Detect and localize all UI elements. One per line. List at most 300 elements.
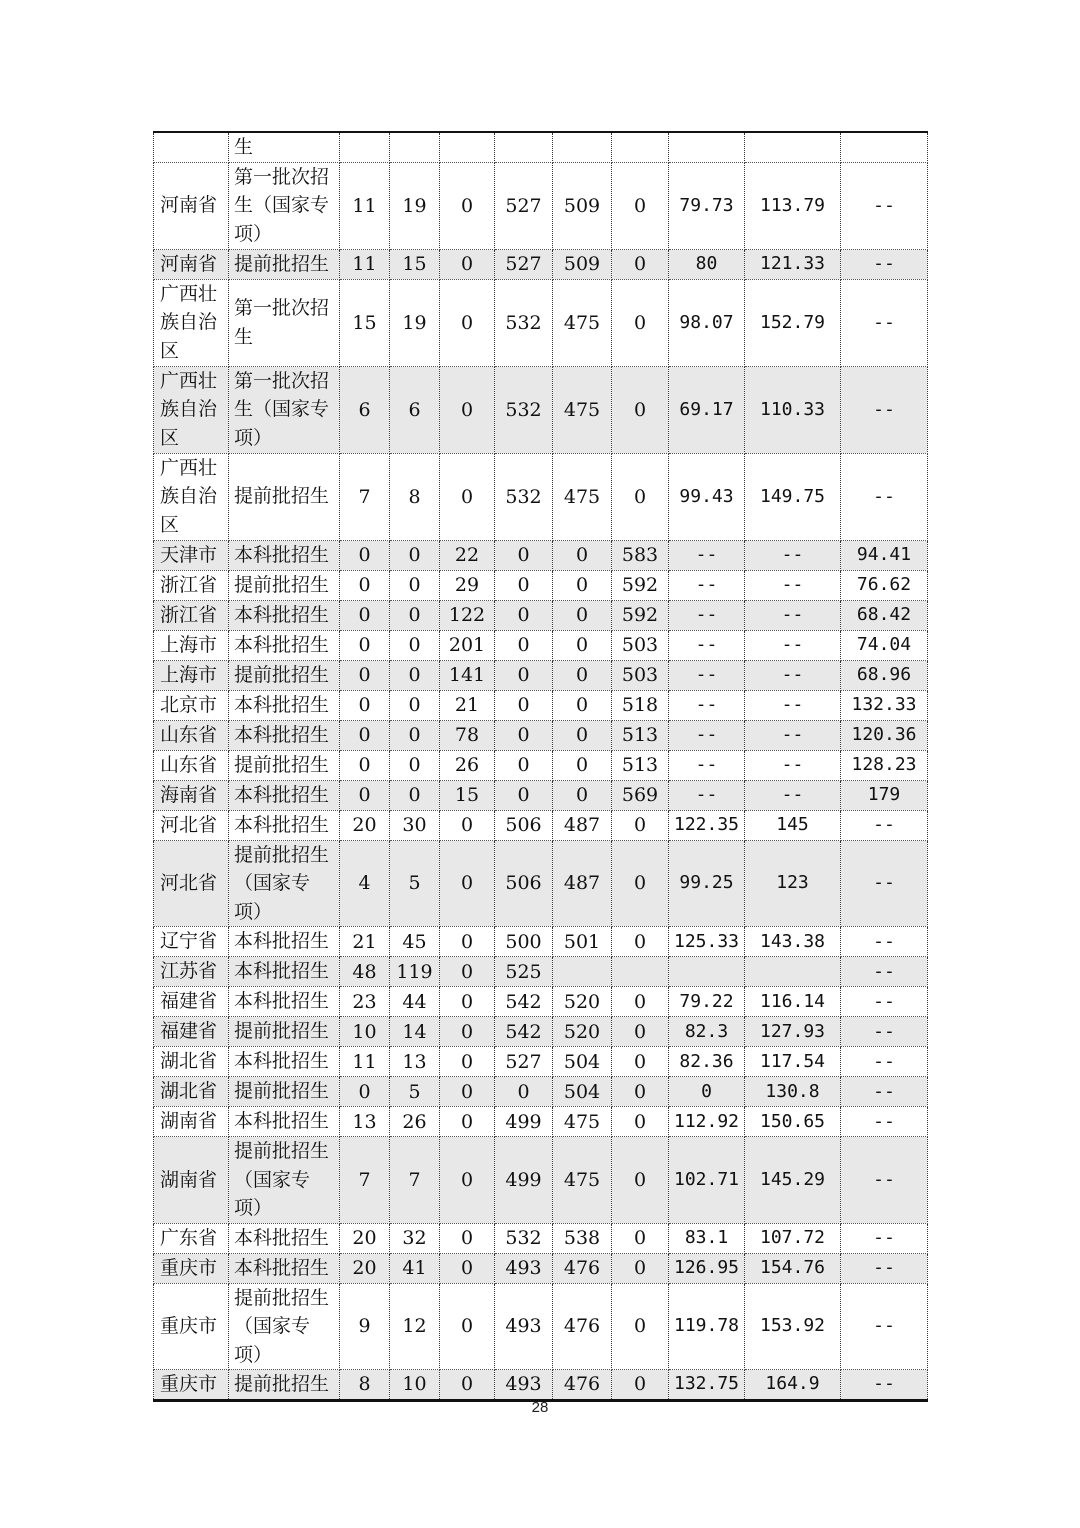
value-cell: 0 [440, 957, 495, 987]
value-cell: 0 [340, 780, 390, 810]
table-row [154, 780, 928, 810]
value-cell: -- [745, 750, 841, 780]
value-cell: 102.71 [669, 1137, 745, 1224]
value-cell: -- [841, 927, 928, 957]
value-cell: -- [841, 1223, 928, 1253]
batch-cell: 本科批招生 [229, 1223, 340, 1253]
value-cell: 127.93 [745, 1017, 841, 1047]
batch-cell: 本科批招生 [229, 690, 340, 720]
value-cell: 475 [553, 1107, 612, 1137]
value-cell: 520 [553, 987, 612, 1017]
value-cell: 569 [612, 780, 669, 810]
value-cell: 0 [440, 162, 495, 249]
value-cell: 13 [340, 1107, 390, 1137]
value-cell: 0 [390, 570, 440, 600]
value-cell: 475 [553, 453, 612, 540]
value-cell: 15 [440, 780, 495, 810]
value-cell: 0 [612, 1370, 669, 1401]
value-cell: 80 [669, 249, 745, 279]
value-cell: 0 [440, 1017, 495, 1047]
province-cell: 重庆市 [154, 1283, 229, 1370]
value-cell: -- [841, 162, 928, 249]
value-cell: 527 [495, 162, 553, 249]
value-cell: 500 [495, 927, 553, 957]
table-row [154, 1223, 928, 1253]
province-cell: 河南省 [154, 162, 229, 249]
value-cell: 0 [612, 810, 669, 840]
table-row [154, 1253, 928, 1283]
value-cell: 5 [390, 840, 440, 927]
value-cell: -- [745, 690, 841, 720]
value-cell: 476 [553, 1253, 612, 1283]
value-cell: 83.1 [669, 1223, 745, 1253]
value-cell: 0 [340, 600, 390, 630]
table-row [154, 720, 928, 750]
value-cell: -- [841, 279, 928, 366]
batch-cell: 本科批招生 [229, 1047, 340, 1077]
value-cell: 0 [612, 987, 669, 1017]
value-cell: 509 [553, 162, 612, 249]
value-cell: 12 [390, 1283, 440, 1370]
value-cell: 0 [612, 366, 669, 453]
value-cell [553, 132, 612, 162]
table-row [154, 279, 928, 366]
value-cell: 0 [495, 540, 553, 570]
table-row [154, 927, 928, 957]
value-cell: 201 [440, 630, 495, 660]
value-cell: -- [669, 570, 745, 600]
province-cell: 北京市 [154, 690, 229, 720]
value-cell: -- [745, 570, 841, 600]
table-body [154, 132, 928, 1400]
value-cell: 493 [495, 1283, 553, 1370]
value-cell: 130.8 [745, 1077, 841, 1107]
value-cell: 493 [495, 1370, 553, 1401]
province-cell: 广东省 [154, 1223, 229, 1253]
value-cell: 179 [841, 780, 928, 810]
value-cell: 542 [495, 987, 553, 1017]
province-cell: 辽宁省 [154, 927, 229, 957]
value-cell: 0 [440, 1370, 495, 1401]
value-cell: 0 [612, 1253, 669, 1283]
value-cell: 0 [340, 570, 390, 600]
value-cell: 475 [553, 279, 612, 366]
value-cell: 26 [440, 750, 495, 780]
value-cell: 0 [495, 630, 553, 660]
value-cell: 68.96 [841, 660, 928, 690]
batch-cell: 本科批招生 [229, 810, 340, 840]
value-cell: 0 [553, 750, 612, 780]
value-cell: 0 [553, 630, 612, 660]
batch-cell: 提前批招生 [229, 249, 340, 279]
value-cell: -- [745, 540, 841, 570]
value-cell: -- [745, 600, 841, 630]
value-cell: 0 [669, 1077, 745, 1107]
batch-cell: 本科批招生 [229, 540, 340, 570]
batch-cell: 提前批招生（国家专项） [229, 1283, 340, 1370]
value-cell: 0 [553, 600, 612, 630]
value-cell: 19 [390, 162, 440, 249]
table-row [154, 630, 928, 660]
batch-cell: 本科批招生 [229, 600, 340, 630]
value-cell: 0 [390, 720, 440, 750]
value-cell: 509 [553, 249, 612, 279]
value-cell: 11 [340, 1047, 390, 1077]
value-cell: 10 [390, 1370, 440, 1401]
value-cell: 123 [745, 840, 841, 927]
value-cell: 112.92 [669, 1107, 745, 1137]
province-cell: 海南省 [154, 780, 229, 810]
value-cell: 592 [612, 600, 669, 630]
batch-cell: 本科批招生 [229, 1107, 340, 1137]
value-cell: -- [841, 840, 928, 927]
value-cell: 8 [390, 453, 440, 540]
value-cell [440, 132, 495, 162]
province-cell: 上海市 [154, 660, 229, 690]
value-cell: 0 [612, 1017, 669, 1047]
value-cell: -- [841, 1017, 928, 1047]
table-row [154, 1047, 928, 1077]
value-cell: 152.79 [745, 279, 841, 366]
batch-cell: 第一批次招生 [229, 279, 340, 366]
value-cell: 0 [440, 1137, 495, 1224]
batch-cell: 本科批招生 [229, 1253, 340, 1283]
value-cell: 145.29 [745, 1137, 841, 1224]
value-cell: 110.33 [745, 366, 841, 453]
value-cell: 0 [390, 540, 440, 570]
value-cell: 0 [440, 810, 495, 840]
value-cell: 76.62 [841, 570, 928, 600]
value-cell: 0 [340, 660, 390, 690]
table-row [154, 600, 928, 630]
province-cell: 湖南省 [154, 1107, 229, 1137]
value-cell: 122 [440, 600, 495, 630]
province-cell: 江苏省 [154, 957, 229, 987]
value-cell: 501 [553, 927, 612, 957]
value-cell: 0 [440, 1223, 495, 1253]
value-cell: 0 [440, 1253, 495, 1283]
value-cell: 532 [495, 366, 553, 453]
value-cell: 0 [612, 840, 669, 927]
value-cell: 0 [495, 720, 553, 750]
value-cell: 0 [440, 249, 495, 279]
value-cell: 0 [340, 720, 390, 750]
batch-cell: 生 [229, 132, 340, 162]
value-cell: -- [745, 630, 841, 660]
value-cell: 487 [553, 810, 612, 840]
value-cell: 506 [495, 810, 553, 840]
value-cell: 154.76 [745, 1253, 841, 1283]
province-cell: 河南省 [154, 249, 229, 279]
province-cell: 广西壮族自治区 [154, 453, 229, 540]
table-row [154, 366, 928, 453]
value-cell: 503 [612, 660, 669, 690]
value-cell: 74.04 [841, 630, 928, 660]
value-cell: 527 [495, 1047, 553, 1077]
value-cell: 20 [340, 1253, 390, 1283]
value-cell: 506 [495, 840, 553, 927]
value-cell: 6 [340, 366, 390, 453]
value-cell: 476 [553, 1370, 612, 1401]
province-cell: 广西壮族自治区 [154, 366, 229, 453]
value-cell: 532 [495, 453, 553, 540]
value-cell: 153.92 [745, 1283, 841, 1370]
value-cell: -- [669, 540, 745, 570]
value-cell: 44 [390, 987, 440, 1017]
value-cell: -- [745, 780, 841, 810]
value-cell: 0 [612, 1047, 669, 1077]
province-cell: 天津市 [154, 540, 229, 570]
value-cell: 122.35 [669, 810, 745, 840]
province-cell: 福建省 [154, 987, 229, 1017]
value-cell: 19 [390, 279, 440, 366]
value-cell: 69.17 [669, 366, 745, 453]
value-cell: -- [669, 630, 745, 660]
value-cell: 0 [553, 540, 612, 570]
value-cell: 119 [390, 957, 440, 987]
value-cell: 125.33 [669, 927, 745, 957]
value-cell [841, 132, 928, 162]
batch-cell: 提前批招生（国家专项） [229, 1137, 340, 1224]
value-cell: -- [669, 720, 745, 750]
value-cell: 121.33 [745, 249, 841, 279]
value-cell: 592 [612, 570, 669, 600]
value-cell: 45 [390, 927, 440, 957]
value-cell: 94.41 [841, 540, 928, 570]
value-cell: 99.43 [669, 453, 745, 540]
value-cell: 0 [612, 453, 669, 540]
value-cell: 29 [440, 570, 495, 600]
value-cell: 0 [440, 1047, 495, 1077]
value-cell: 0 [553, 690, 612, 720]
value-cell: 0 [495, 690, 553, 720]
value-cell: 0 [612, 927, 669, 957]
value-cell: 132.75 [669, 1370, 745, 1401]
table-row [154, 690, 928, 720]
value-cell: -- [745, 660, 841, 690]
value-cell: 26 [390, 1107, 440, 1137]
value-cell: 532 [495, 279, 553, 366]
value-cell [495, 132, 553, 162]
value-cell: 0 [390, 630, 440, 660]
value-cell [553, 957, 612, 987]
value-cell: -- [841, 1370, 928, 1401]
value-cell: 13 [390, 1047, 440, 1077]
batch-cell: 提前批招生 [229, 453, 340, 540]
value-cell: -- [669, 690, 745, 720]
value-cell [669, 957, 745, 987]
value-cell: -- [841, 366, 928, 453]
province-cell: 山东省 [154, 720, 229, 750]
value-cell: 0 [553, 660, 612, 690]
value-cell: 11 [340, 162, 390, 249]
value-cell: 82.36 [669, 1047, 745, 1077]
batch-cell: 第一批次招生（国家专项） [229, 366, 340, 453]
value-cell: 132.33 [841, 690, 928, 720]
value-cell [390, 132, 440, 162]
value-cell: 78 [440, 720, 495, 750]
value-cell: 0 [495, 780, 553, 810]
value-cell [612, 132, 669, 162]
value-cell: 41 [390, 1253, 440, 1283]
value-cell: 520 [553, 1017, 612, 1047]
value-cell: 0 [440, 453, 495, 540]
value-cell: -- [841, 453, 928, 540]
value-cell: 513 [612, 720, 669, 750]
batch-cell: 提前批招生 [229, 660, 340, 690]
value-cell: -- [841, 1253, 928, 1283]
value-cell: 4 [340, 840, 390, 927]
value-cell [669, 132, 745, 162]
table-row [154, 987, 928, 1017]
value-cell: 15 [340, 279, 390, 366]
table-row [154, 453, 928, 540]
value-cell: -- [841, 1107, 928, 1137]
value-cell [612, 957, 669, 987]
value-cell: 20 [340, 1223, 390, 1253]
admission-score-table [153, 131, 928, 1402]
table-row [154, 1077, 928, 1107]
value-cell: 503 [612, 630, 669, 660]
value-cell: 9 [340, 1283, 390, 1370]
province-cell: 山东省 [154, 750, 229, 780]
value-cell: 21 [340, 927, 390, 957]
table-row [154, 1283, 928, 1370]
value-cell: 487 [553, 840, 612, 927]
table-row [154, 249, 928, 279]
table-row [154, 132, 928, 162]
value-cell: 0 [495, 600, 553, 630]
province-cell: 河北省 [154, 840, 229, 927]
value-cell: 15 [390, 249, 440, 279]
value-cell: -- [841, 249, 928, 279]
value-cell: 0 [340, 750, 390, 780]
table-row [154, 540, 928, 570]
value-cell: 0 [440, 1077, 495, 1107]
value-cell: -- [669, 780, 745, 810]
value-cell: 22 [440, 540, 495, 570]
value-cell: -- [841, 1077, 928, 1107]
province-cell: 重庆市 [154, 1370, 229, 1401]
batch-cell: 本科批招生 [229, 957, 340, 987]
province-cell: 福建省 [154, 1017, 229, 1047]
table-row [154, 1137, 928, 1224]
value-cell: 504 [553, 1077, 612, 1107]
batch-cell: 提前批招生 [229, 1077, 340, 1107]
province-cell: 重庆市 [154, 1253, 229, 1283]
value-cell: 11 [340, 249, 390, 279]
batch-cell: 本科批招生 [229, 630, 340, 660]
value-cell: 23 [340, 987, 390, 1017]
value-cell: 0 [440, 840, 495, 927]
value-cell: 79.22 [669, 987, 745, 1017]
value-cell: 143.38 [745, 927, 841, 957]
province-cell [154, 132, 229, 162]
batch-cell: 本科批招生 [229, 987, 340, 1017]
value-cell: 0 [340, 690, 390, 720]
value-cell: 499 [495, 1137, 553, 1224]
value-cell: 48 [340, 957, 390, 987]
value-cell: 68.42 [841, 600, 928, 630]
value-cell: 0 [390, 690, 440, 720]
value-cell: 6 [390, 366, 440, 453]
value-cell: 98.07 [669, 279, 745, 366]
table-row [154, 840, 928, 927]
value-cell: 164.9 [745, 1370, 841, 1401]
province-cell: 河北省 [154, 810, 229, 840]
value-cell: 0 [340, 540, 390, 570]
province-cell: 广西壮族自治区 [154, 279, 229, 366]
table-row [154, 660, 928, 690]
table-row [154, 957, 928, 987]
value-cell: 0 [612, 1283, 669, 1370]
value-cell: 532 [495, 1223, 553, 1253]
value-cell: -- [841, 810, 928, 840]
value-cell: 0 [390, 660, 440, 690]
page-number: 28 [531, 1399, 549, 1416]
value-cell: -- [745, 720, 841, 750]
value-cell: 513 [612, 750, 669, 780]
value-cell: 0 [390, 780, 440, 810]
value-cell: 150.65 [745, 1107, 841, 1137]
table-row [154, 1017, 928, 1047]
province-cell: 上海市 [154, 630, 229, 660]
value-cell: 518 [612, 690, 669, 720]
value-cell: 20 [340, 810, 390, 840]
value-cell: 538 [553, 1223, 612, 1253]
value-cell: 493 [495, 1253, 553, 1283]
value-cell: -- [841, 957, 928, 987]
value-cell: 149.75 [745, 453, 841, 540]
value-cell: 32 [390, 1223, 440, 1253]
province-cell: 浙江省 [154, 570, 229, 600]
value-cell: -- [841, 1047, 928, 1077]
table-row [154, 1370, 928, 1401]
value-cell: 8 [340, 1370, 390, 1401]
value-cell: 0 [612, 1077, 669, 1107]
value-cell: 542 [495, 1017, 553, 1047]
value-cell: 0 [440, 1107, 495, 1137]
table-row [154, 750, 928, 780]
province-cell: 湖南省 [154, 1137, 229, 1224]
batch-cell: 本科批招生 [229, 927, 340, 957]
value-cell: 0 [440, 1283, 495, 1370]
value-cell: 0 [440, 366, 495, 453]
value-cell: 0 [340, 630, 390, 660]
value-cell: 21 [440, 690, 495, 720]
batch-cell: 第一批次招生（国家专项） [229, 162, 340, 249]
value-cell: 0 [612, 1137, 669, 1224]
value-cell: 128.23 [841, 750, 928, 780]
value-cell: 7 [390, 1137, 440, 1224]
value-cell: 5 [390, 1077, 440, 1107]
value-cell: 0 [390, 600, 440, 630]
value-cell: 0 [553, 720, 612, 750]
table-row [154, 162, 928, 249]
value-cell [745, 957, 841, 987]
value-cell: 82.3 [669, 1017, 745, 1047]
value-cell: 7 [340, 1137, 390, 1224]
value-cell: 10 [340, 1017, 390, 1047]
value-cell: 0 [390, 750, 440, 780]
value-cell: 79.73 [669, 162, 745, 249]
value-cell: 583 [612, 540, 669, 570]
batch-cell: 提前批招生（国家专项） [229, 840, 340, 927]
value-cell: -- [841, 1137, 928, 1224]
value-cell: 504 [553, 1047, 612, 1077]
value-cell: 0 [440, 987, 495, 1017]
batch-cell: 本科批招生 [229, 720, 340, 750]
